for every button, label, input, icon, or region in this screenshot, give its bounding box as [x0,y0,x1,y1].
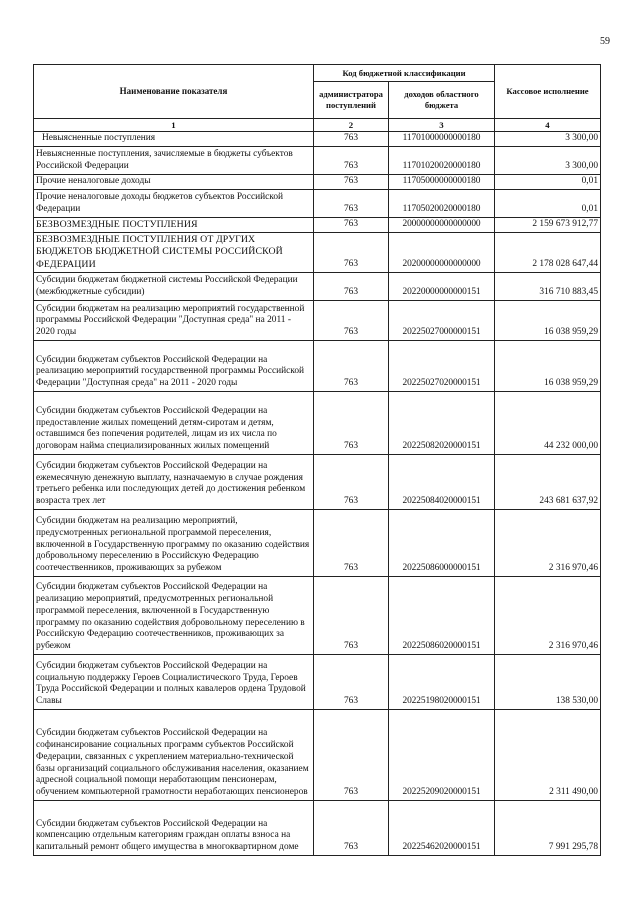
cash-amount: 243 681 637,92 [495,455,601,510]
indicator-name: Субсидии бюджетам субъектов Российской Федерации на софинансирование социальных программ субъектов Российской Федерации, связанных с укреплением материально-технической базы организаций социального обслуживания населения, оказанием адресной социальной помощи неработающим пенсионерам, обучением компьютерной грамотности неработающих пенсионеров [34,710,314,801]
income-code: 20225086000000151 [389,510,495,577]
indicator-name: Субсидии бюджетам субъектов Российской Федерации на ежемесячную денежную выплату, назначаемую в случае рождения третьего ребенка или последующих детей до достижения ребенком возраста трех лет [34,455,314,510]
cash-amount: 316 710 883,45 [495,273,601,301]
cash-amount: 0,01 [495,174,601,189]
indicator-name: Прочие неналоговые доходы [34,174,314,189]
indicator-name: Субсидии бюджетам бюджетной системы Российской Федерации (межбюджетные субсидии) [34,273,314,301]
page-number: 59 [600,36,610,47]
indicator-name: Субсидии бюджетам субъектов Российской Федерации на компенсацию отдельным категориям граждан оплаты взноса на капитальный ремонт общего имущества в многоквартирном доме [34,801,314,856]
column-header-administrator: администратора поступлений [314,82,389,119]
indicator-name: Субсидии бюджетам на реализацию мероприятий, предусмотренных региональной программой переселения, включенной в Государственную программу по оказанию содействия добровольному переселению в Российскую Федерацию соотечественников, проживающих за рубежом [34,510,314,577]
administrator-code: 763 [314,174,389,189]
indicator-name: Субсидии бюджетам субъектов Российской Федерации на предоставление жилых помещений детям-сиротам и детям, оставшимся без попечения родителей, лицам из их числа по договорам найма специализированных жилых помещений [34,392,314,455]
table-row [34,233,601,273]
indicator-name: БЕЗВОЗМЕЗДНЫЕ ПОСТУПЛЕНИЯ [34,217,314,232]
indicator-name: Субсидии бюджетам на реализацию мероприятий государственной программы Российской Федерации "Доступная среда" на 2011 - 2020 годы [34,301,314,341]
income-code: 11705000000000180 [389,174,495,189]
column-number: 4 [495,119,601,132]
column-header-cash-execution: Кассовое исполнение [495,65,601,119]
administrator-code: 763 [314,392,389,455]
administrator-code: 763 [314,455,389,510]
table-row [34,189,601,217]
table-row [34,510,601,577]
column-number: 3 [389,119,495,132]
income-code: 20225027020000151 [389,341,495,392]
budget-execution-table [33,64,601,856]
administrator-code: 763 [314,217,389,232]
table-row [34,577,601,655]
income-code: 20200000000000000 [389,233,495,273]
column-number-row [34,119,601,132]
table-row [34,146,601,174]
column-number: 1 [34,119,314,132]
administrator-code: 763 [314,189,389,217]
cash-amount: 16 038 959,29 [495,301,601,341]
income-code: 20225209020000151 [389,710,495,801]
income-code: 20225198020000151 [389,655,495,710]
cash-amount: 0,01 [495,189,601,217]
administrator-code: 763 [314,233,389,273]
table-row [34,655,601,710]
indicator-name: Невыясненные поступления [34,132,314,147]
income-code: 20225086020000151 [389,577,495,655]
column-header-classification: Код бюджетной классификации [314,65,495,82]
indicator-name: Прочие неналоговые доходы бюджетов субъектов Российской Федерации [34,189,314,217]
cash-amount: 3 300,00 [495,132,601,147]
administrator-code: 763 [314,655,389,710]
cash-amount: 138 530,00 [495,655,601,710]
income-code: 11705020020000180 [389,189,495,217]
income-code: 20225027000000151 [389,301,495,341]
column-header-income: доходов областного бюджета [389,82,495,119]
indicator-name: Невыясненные поступления, зачисляемые в бюджеты субъектов Российской Федерации [34,146,314,174]
income-code: 20000000000000000 [389,217,495,232]
cash-amount: 3 300,00 [495,146,601,174]
cash-amount: 2 159 673 912,77 [495,217,601,232]
cash-amount: 2 178 028 647,44 [495,233,601,273]
income-code: 20225084020000151 [389,455,495,510]
administrator-code: 763 [314,273,389,301]
table-row [34,217,601,232]
administrator-code: 763 [314,710,389,801]
table-row [34,273,601,301]
income-code: 11701020020000180 [389,146,495,174]
indicator-name: БЕЗВОЗМЕЗДНЫЕ ПОСТУПЛЕНИЯ ОТ ДРУГИХ БЮДЖЕТОВ БЮДЖЕТНОЙ СИСТЕМЫ РОССИЙСКОЙ ФЕДЕРАЦИИ [34,233,314,273]
indicator-name: Субсидии бюджетам субъектов Российской Федерации на социальную поддержку Героев Социалистического Труда, Героев Труда Российской Федерации и полных кавалеров ордена Трудовой Славы [34,655,314,710]
cash-amount: 44 232 000,00 [495,392,601,455]
indicator-name: Субсидии бюджетам субъектов Российской Федерации на реализацию мероприятий, предусмотренных региональной программой переселения, включенной в Государственную программу по оказанию содействия добровольному переселению в Российскую Федерацию соотечественников, проживающих за рубежом [34,577,314,655]
table-row [34,710,601,801]
administrator-code: 763 [314,577,389,655]
administrator-code: 763 [314,341,389,392]
administrator-code: 763 [314,801,389,856]
income-code: 20225462020000151 [389,801,495,856]
table-row [34,392,601,455]
table-row [34,341,601,392]
table-row [34,132,601,147]
cash-amount: 16 038 959,29 [495,341,601,392]
indicator-name: Субсидии бюджетам субъектов Российской Федерации на реализацию мероприятий государственной программы Российской Федерации "Доступная среда" на 2011 - 2020 годы [34,341,314,392]
administrator-code: 763 [314,301,389,341]
cash-amount: 2 316 970,46 [495,510,601,577]
table-row [34,801,601,856]
table-row [34,455,601,510]
administrator-code: 763 [314,510,389,577]
income-code: 11701000000000180 [389,132,495,147]
income-code: 20225082020000151 [389,392,495,455]
administrator-code: 763 [314,146,389,174]
income-code: 20220000000000151 [389,273,495,301]
column-header-indicator: Наименование показателя [34,65,314,119]
cash-amount: 2 311 490,00 [495,710,601,801]
table-row [34,174,601,189]
table-row [34,301,601,341]
cash-amount: 2 316 970,46 [495,577,601,655]
cash-amount: 7 991 295,78 [495,801,601,856]
column-number: 2 [314,119,389,132]
administrator-code: 763 [314,132,389,147]
